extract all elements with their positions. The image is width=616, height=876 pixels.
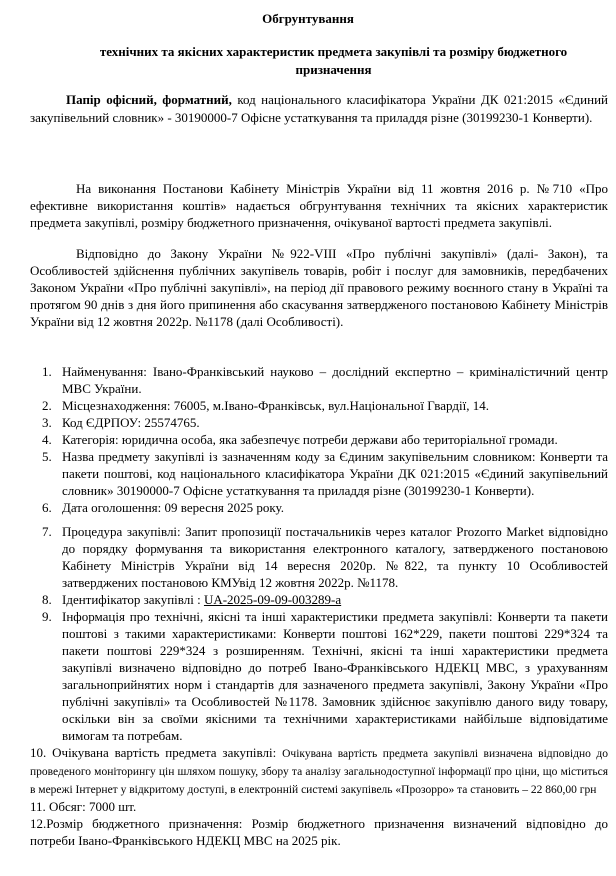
legal-basis-paragraph: Відповідно до Закону України №922-VIII «Про публічні закупівлі» (далі- Закон), та Особливостей здійснення публічних закупівель товарів, робіт і послуг для замовників, передбачених Законом України «Про публічні закупівлі», на період дії правового режиму воєнного стану в Україні та протягом 90 днів з дня його припинення або скасування затвердженого постановою Кабінету Міністрів України від 12 жовтня 2022р. №1178 (далі Особливості). [30, 246, 608, 329]
item-label: Назва предмету закупівлі із зазначенням коду за Єдиним закупівельним словником: [62, 449, 540, 464]
item-number: 12. [30, 816, 47, 831]
item-label: Інформація про технічні, якісні та інші характеристики предмета закупівлі: [62, 609, 498, 624]
list-item [30, 448, 608, 499]
list-item [30, 363, 608, 397]
item-label: Дата оголошення: [62, 500, 165, 515]
details-list [30, 363, 608, 849]
list-item [30, 414, 608, 431]
list-item [30, 608, 608, 744]
item-label: Категорія: [62, 432, 122, 447]
item-label: Процедура закупівлі: [62, 524, 186, 539]
item-label: Ідентифікатор закупівлі : [62, 592, 204, 607]
item-value: Конверти та пакети поштові з такими характеристиками: Конверти поштові 162*229, пакети поштові 229*324 та пакети поштові 229*324 з розширенням. Технічні, якісні та інші характеристики предмета закупівлі визначено відповідно до потреб Івано-Франківського НДЕКЦ МВС, з урахуванням загальноприйнятих норм і стандартів для зазначеного предмета закупівлі, Закону України «Про публічні закупівлі» та Особливостей №1178. Замовник здійснює закупівлю даного виду товару, оскільки він за своїми якісними та технічними характеристиками найбільше відповідатиме вимогам та потребам. [62, 609, 608, 743]
list-item [30, 798, 608, 815]
procurement-subject [30, 91, 608, 127]
item-value: Івано-Франківський науково – дослідний експертно – криміналістичний центр МВС України. [62, 364, 609, 396]
item-label: Найменування: [62, 364, 153, 379]
item-number: 2. [42, 398, 52, 413]
list-item [30, 815, 608, 849]
item-number: 11. [30, 799, 46, 814]
item-value: Розмір бюджетного призначення визначений відповідно до потреби Івано-Франківського НДЕКЦ МВС на 2025 рік. [30, 816, 608, 848]
item-value: 7000 шт. [88, 799, 137, 814]
item-label: Обсяг: [49, 799, 89, 814]
intro-paragraph: На виконання Постанови Кабінету Міністрів України від 11 жовтня 2016 р. №710 «Про ефективне використання коштів» надається обгрунтування технічних та якісних характеристик предмета закупівлі, розміру бюджетного призначення, очікуваної вартості предмета закупівлі. [30, 181, 608, 230]
item-number: 9. [42, 609, 52, 624]
subject-code: код національного класифікатора України ДК 021:2015 «Єдиний закупівельний словник» - 30190000-7 Офісне устаткування та приладдя різне (30199230-1 Конверти). [30, 92, 608, 125]
item-label: Розмір бюджетного призначення: [46, 816, 252, 831]
list-item [30, 523, 608, 591]
item-number: 5. [42, 449, 52, 464]
document-title: Обгрунтування [262, 11, 354, 26]
item-number: 10. [30, 745, 47, 760]
item-number: 1. [42, 364, 52, 379]
item-label: Код ЄДРПОУ: [62, 415, 145, 430]
list-item [30, 431, 608, 448]
item-number: 4. [42, 432, 52, 447]
list-item [30, 591, 608, 608]
item-number: 3. [42, 415, 52, 430]
item-value: 09 вересня 2025 року. [164, 500, 284, 515]
procurement-id: UA-2025-09-09-003289-a [203, 592, 342, 607]
list-item [30, 499, 608, 516]
item-value: 76005, м.Івано-Франківськ, вул.Національної Гвардії, 14. [173, 398, 489, 413]
item-label: Очікувана вартість предмета закупівлі: [52, 745, 283, 760]
list-item [30, 744, 608, 798]
item-number: 8. [42, 592, 52, 607]
item-value: Очікувана вартість предмета закупівлі визначена відповідно до проведеного моніторингу цін шляхом пошуку, збору та аналізу загальнодоступної інформації про ціни, що міститься в мережі Інтернет у відкритому доступі, в електронній системі закупівель «Прозорро» та становить – 22 860,00 грн [30, 748, 609, 796]
subject-name: Папір офісний, форматний, [66, 92, 232, 107]
item-value: юридична особа, яка забезпечує потреби держави або територіальної громади. [121, 432, 558, 447]
item-label: Місцезнаходження: [62, 398, 174, 413]
item-value: Запит пропозиції постачальників через каталог Prozorro Market відповідно до порядку формування та використання електронного каталогу, затвердженого постановою Кабінету Міністрів України від 14 вересня 2020р. №822, та пункту 10 Особливостей затверджених постановою КМУвід 12 жовтня 2022р. №1178. [62, 524, 608, 590]
list-item [30, 397, 608, 414]
document-subtitle: технічних та якісних характеристик предмета закупівлі та розміру бюджетного призначення [99, 44, 568, 77]
item-value: Конверти та пакети поштові, код національного класифікатора України ДК 021:2015 «Єдиний закупівельний словник» 30190000-7 Офісне устаткування та приладдя різне (30199230-1 Конверти). [62, 449, 609, 498]
item-value: 25574765. [144, 415, 200, 430]
item-number: 6. [42, 500, 52, 515]
item-number: 7. [42, 524, 52, 539]
